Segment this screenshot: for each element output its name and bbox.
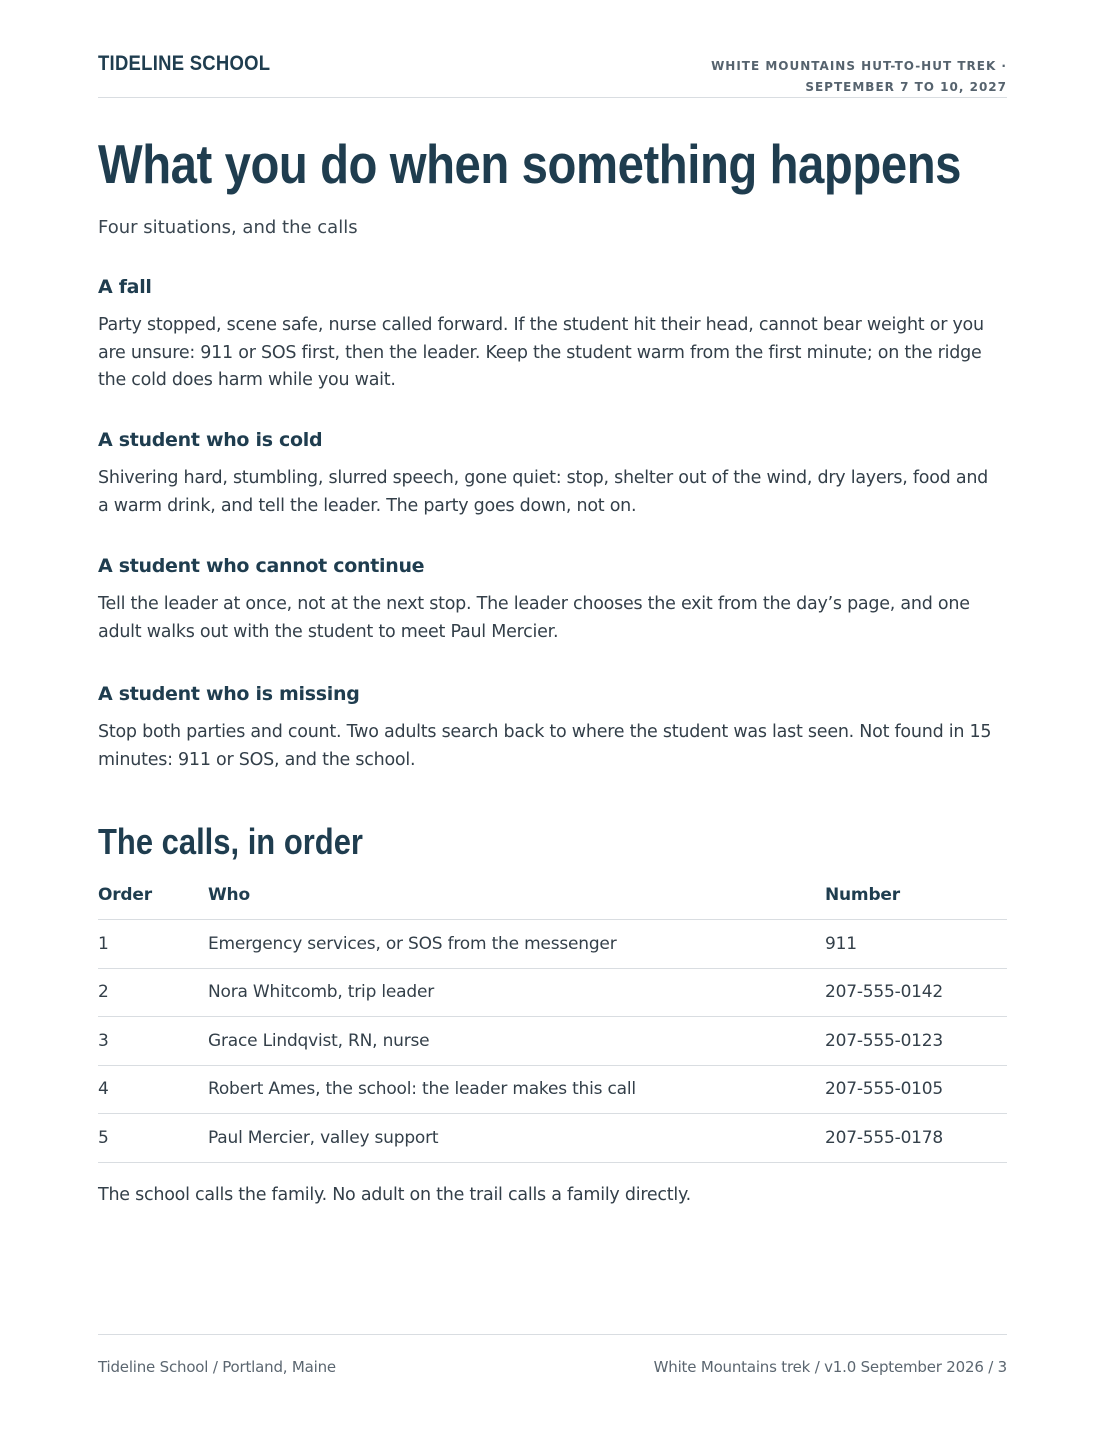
situation-body: Tell the leader at once, not at the next stop. The leader chooses the exit from the day’s page, and one adult walks out with the student to meet Paul Mercier. [98,594,970,642]
situation-heading: A student who cannot continue [98,555,425,577]
situation-fall [98,274,998,395]
cell-number: 207-555-0178 [825,1114,1007,1163]
cell-order: 1 [98,920,208,969]
calls-table [98,871,1007,1163]
cell-order: 2 [98,968,208,1017]
table-row [98,920,1007,969]
situation-heading: A fall [98,276,152,298]
situation-body: Shivering hard, stumbling, slurred speech, gone quiet: stop, shelter out of the wind, dry layers, food and a warm drink, and tell the leader. The party goes down, not on. [98,468,989,516]
page-footer [98,1334,1007,1376]
column-header-order: Order [98,871,208,920]
situation-body: Party stopped, scene safe, nurse called forward. If the student hit their head, cannot bear weight or you are unsure: 911 or SOS first, then the leader. Keep the student warm from the first minute; on the ridge the cold does harm while you wait. [98,315,984,390]
page-header [98,52,1007,98]
cell-order: 3 [98,1017,208,1066]
cell-number: 911 [825,920,1007,969]
page-title: What you do when something happens [98,133,962,195]
situation-cold [98,427,998,520]
cell-number: 207-555-0123 [825,1017,1007,1066]
footer-version: White Mountains trek / v1.0 September 2026 / 3 [653,1358,1007,1376]
situation-heading: A student who is cold [98,429,323,451]
table-header-row [98,871,1007,920]
trip-banner-line-1: WHITE MOUNTAINS HUT-TO-HUT TREK · [711,59,1007,73]
trip-banner [711,56,1007,98]
footer-school: Tideline School / Portland, Maine [98,1358,336,1376]
cell-who: Robert Ames, the school: the leader makes this call [208,1065,825,1114]
page-subtitle: Four situations, and the calls [98,217,358,238]
calls-heading: The calls, in order [98,821,363,862]
table-row [98,1114,1007,1163]
cell-number: 207-555-0105 [825,1065,1007,1114]
column-header-who: Who [208,871,825,920]
cell-order: 4 [98,1065,208,1114]
cell-order: 5 [98,1114,208,1163]
table-row [98,968,1007,1017]
cell-who: Nora Whitcomb, trip leader [208,968,825,1017]
situation-missing [98,681,998,774]
situation-cannot-continue [98,553,998,646]
cell-number: 207-555-0142 [825,968,1007,1017]
cell-who: Grace Lindqvist, RN, nurse [208,1017,825,1066]
table-row [98,1065,1007,1114]
situation-body: Stop both parties and count. Two adults search back to where the student was last seen. Not found in 15 minutes: 911 or SOS, and the school. [98,722,992,770]
family-call-note: The school calls the family. No adult on the trail calls a family directly. [98,1185,691,1205]
cell-who: Paul Mercier, valley support [208,1114,825,1163]
situation-heading: A student who is missing [98,683,360,705]
trip-banner-line-2: SEPTEMBER 7 TO 10, 2027 [805,80,1007,94]
school-brand: TIDELINE SCHOOL [98,52,271,75]
document-page [98,0,1007,1430]
cell-who: Emergency services, or SOS from the messenger [208,920,825,969]
column-header-number: Number [825,871,1007,920]
table-row [98,1017,1007,1066]
